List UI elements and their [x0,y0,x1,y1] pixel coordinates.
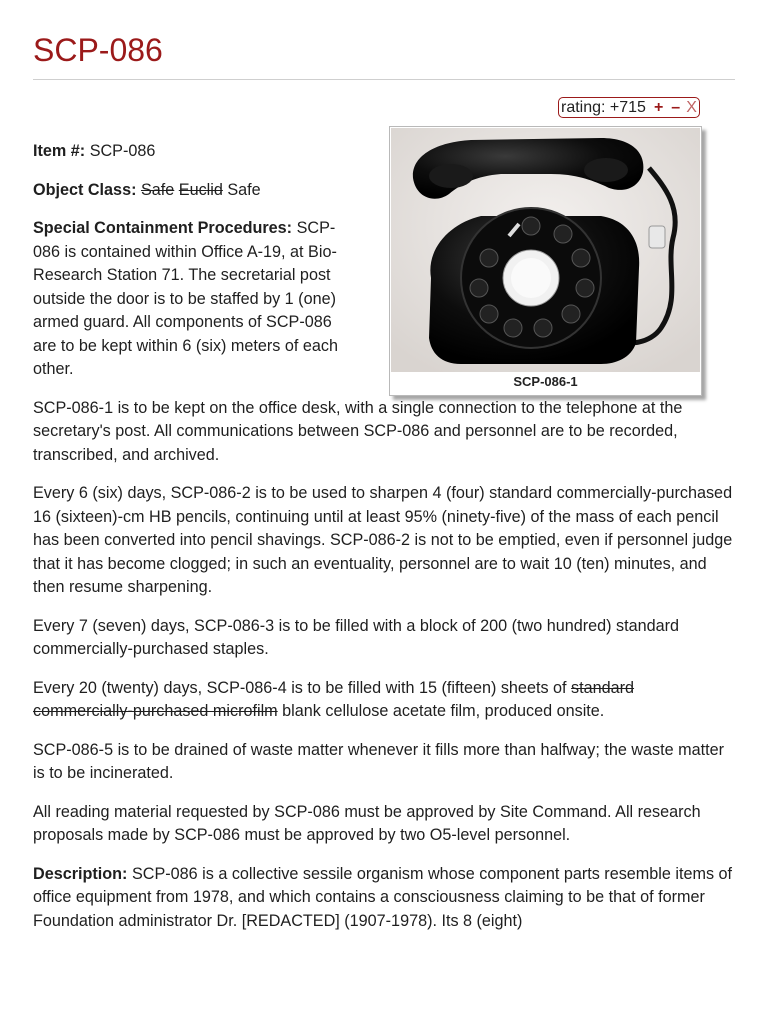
upvote-button[interactable]: + [653,99,664,116]
image-caption: SCP-086-1 [513,374,578,389]
description-text: SCP-086 is a collective sessile organism whose component parts resemble items of office equipment from 1978, and which contains a consciousness claiming to be that of former Foundation administrator Dr. [REDACTED] (1907-1978). Its 8 (eight) [33,864,733,930]
description-label: Description: [33,864,128,883]
containment-paragraph-4: Every 7 (seven) days, SCP-086-3 is to be filled with a block of 200 (two hundred) standard commercially-purchased staples. [33,616,680,658]
article-body [33,140,735,948]
figure-spacer [355,140,735,372]
object-class-value: Safe [227,180,261,199]
containment-paragraph-5 [33,677,735,724]
page-title: SCP-086 [33,32,163,68]
item-value: SCP-086 [89,142,156,160]
downvote-button[interactable]: – [671,99,681,116]
rating-value: rating: +715 [561,99,646,116]
rating-widget [558,97,700,118]
p5-before: Every 20 (twenty) days, SCP-086-4 is to be filled with 15 (fifteen) sheets of [33,678,567,697]
p5-struck: standard commercially-purchased microfilm [33,678,635,720]
containment-paragraph-7: All reading material requested by SCP-086 must be approved by Site Command. All research proposals made by SCP-086 must be approved by two O5-level personnel. [33,802,701,844]
description-paragraph [33,863,735,934]
containment-paragraph-3: Every 6 (six) days, SCP-086-2 is to be used to sharpen 4 (four) standard commercially-purchased 16 (sixteen)-cm HB pencils, continuing until at least 95% (ninety-five) of the mass of each pencil has been converted into pencil shavings. SCP-086-2 is not to be emptied, even if personnel judge that it has become clogged; in such an eventuality, personnel are to wait 10 (ten) minutes, and then resume sharpening. [33,484,733,596]
containment-label: Special Containment Procedures: [33,219,293,237]
containment-paragraph-6: SCP-086-5 is to be drained of waste matter whenever it fills more than halfway; the waste matter is to be incinerated. [33,740,724,782]
item-label: Item #: [33,142,86,160]
struck-class-1: Safe [140,180,175,199]
object-class-label: Object Class: [33,180,137,199]
containment-paragraph-2: SCP-086-1 is to be kept on the office desk, with a single connection to the telephone at the secretary's post. All communications between SCP-086 and personnel are to be recorded, transcribed, and archived. [33,398,683,464]
p5-after: blank cellulose acetate film, produced onsite. [282,702,605,720]
cancel-vote-button[interactable]: X [686,99,697,116]
containment-text-1: SCP-086 is contained within Office A-19, at Bio-Research Station 71. The secretarial post outside the door is to be staffed by 1 (one) armed guard. All components of SCP-086 are to be kept within 6 (six) meters of each other. [33,219,339,378]
title-divider [33,79,735,80]
struck-class-2: Euclid [178,180,223,199]
